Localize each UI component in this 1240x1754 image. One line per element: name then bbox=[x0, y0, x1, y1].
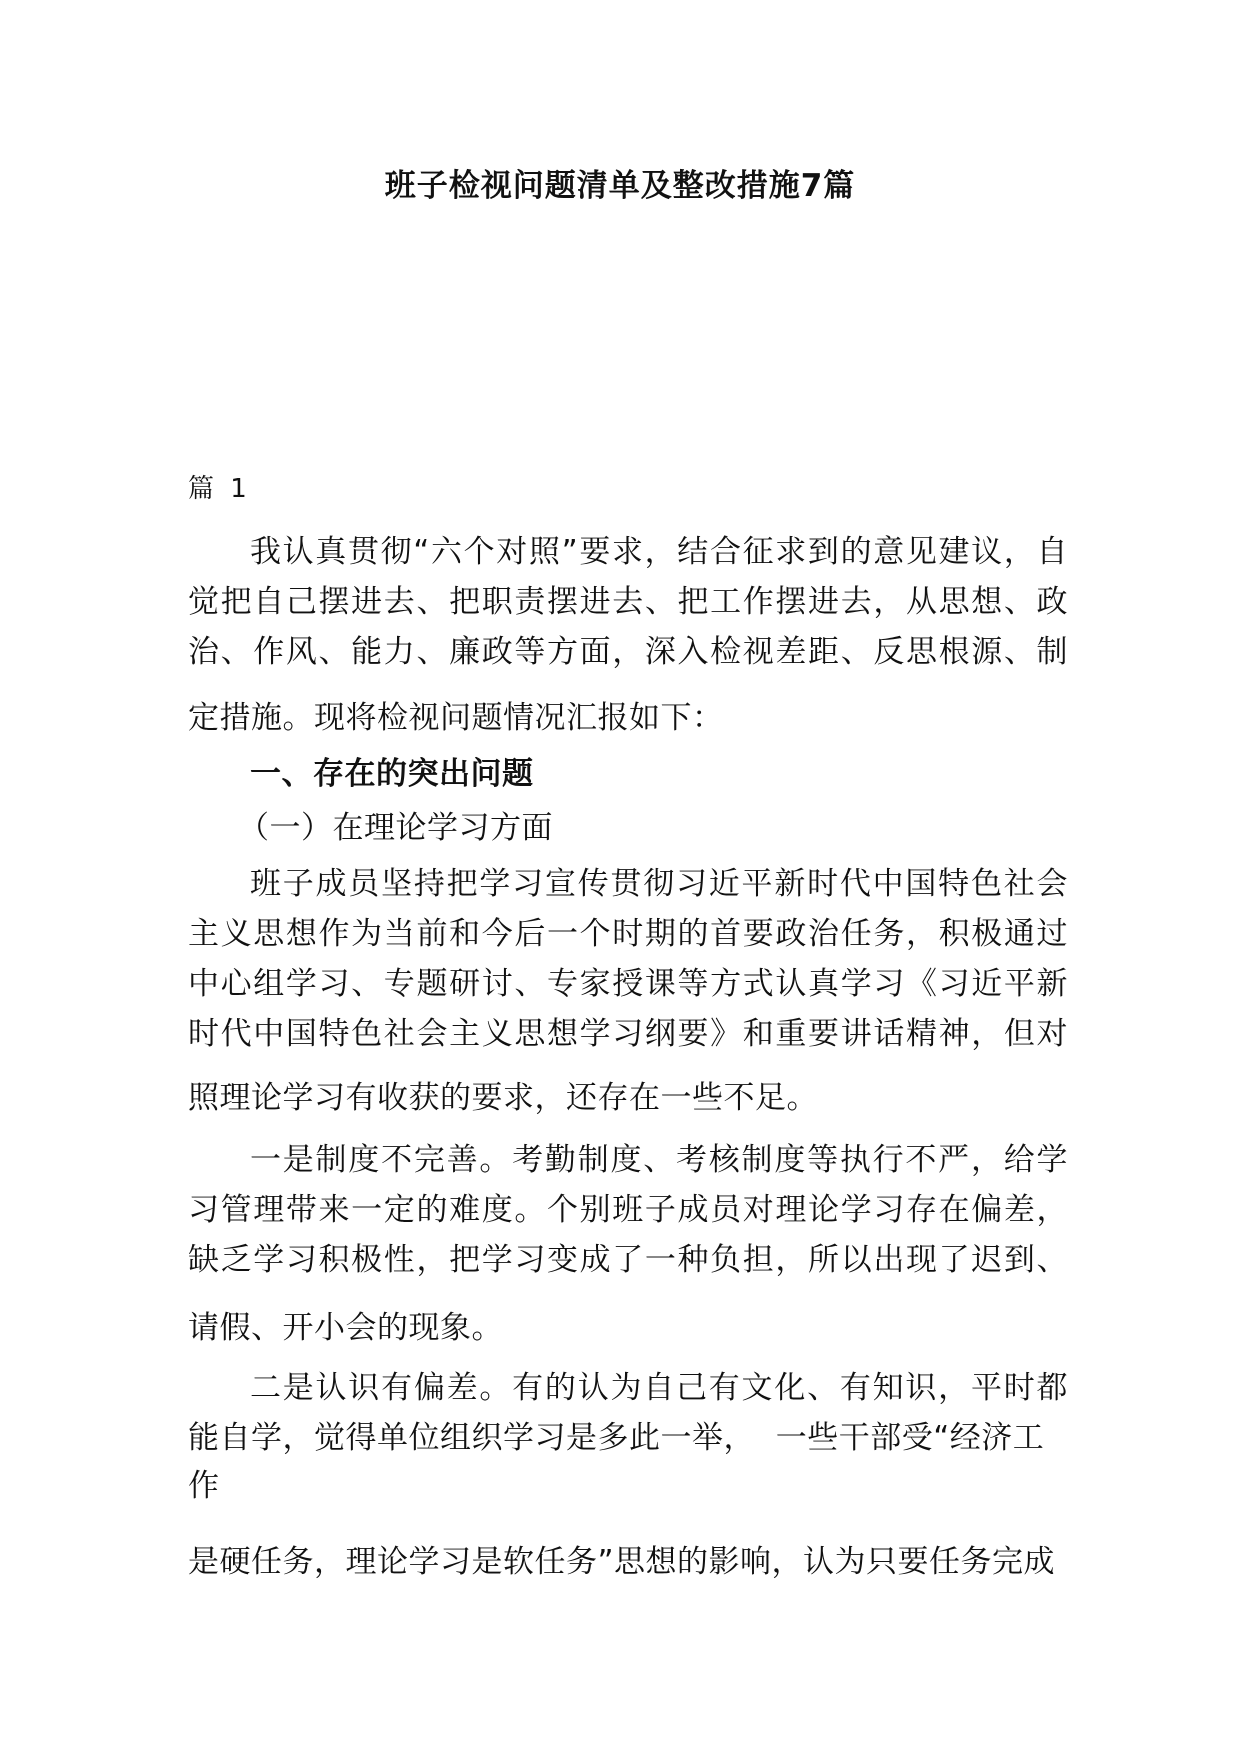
paragraph-line: 我认真贯彻“六个对照”要求，结合征求到的意见建议，自 bbox=[250, 534, 1068, 570]
paragraph-line: 习管理带来一定的难度。个别班子成员对理论学习存在偏差， bbox=[188, 1192, 1068, 1228]
paragraph-line: 能自学，觉得单位组织学习是多此一举， 一些干部受“经济工 bbox=[188, 1420, 1045, 1456]
paragraph-line: 请假、开小会的现象。 bbox=[188, 1310, 503, 1346]
paragraph-line: 中心组学习、专题研讨、专家授课等方式认真学习《习近平新 bbox=[188, 966, 1068, 1002]
paragraph-line: 时代中国特色社会主义思想学习纲要》和重要讲话精神，但对 bbox=[188, 1016, 1068, 1052]
paragraph-line: 班子成员坚持把学习宣传贯彻习近平新时代中国特色社会 bbox=[250, 866, 1068, 902]
paragraph-line: 是硬任务，理论学习是软任务”思想的影响，认为只要任务完成 bbox=[188, 1544, 1056, 1580]
chapter-label: 篇 1 bbox=[188, 474, 251, 504]
document-title: 班子检视问题清单及整改措施7篇 bbox=[384, 168, 856, 204]
paragraph-line: 缺乏学习积极性，把学习变成了一种负担，所以出现了迟到、 bbox=[188, 1242, 1068, 1278]
paragraph-line: 治、作风、能力、廉政等方面，深入检视差距、反思根源、制 bbox=[188, 634, 1068, 670]
paragraph-line: 一是制度不完善。考勤制度、考核制度等执行不严，给学 bbox=[250, 1142, 1068, 1178]
paragraph-line: 作 bbox=[188, 1468, 220, 1504]
section-heading: 一、存在的突出问题 bbox=[250, 756, 534, 792]
paragraph-line: 照理论学习有收获的要求，还存在一些不足。 bbox=[188, 1080, 818, 1116]
subsection-heading: （一）在理论学习方面 bbox=[238, 810, 553, 846]
paragraph-line: 二是认识有偏差。有的认为自己有文化、有知识，平时都 bbox=[250, 1370, 1068, 1406]
paragraph-line: 觉把自己摆进去、把职责摆进去、把工作摆进去，从思想、政 bbox=[188, 584, 1068, 620]
paragraph-line: 主义思想作为当前和今后一个时期的首要政治任务，积极通过 bbox=[188, 916, 1068, 952]
paragraph-line: 定措施。现将检视问题情况汇报如下： bbox=[188, 700, 724, 736]
